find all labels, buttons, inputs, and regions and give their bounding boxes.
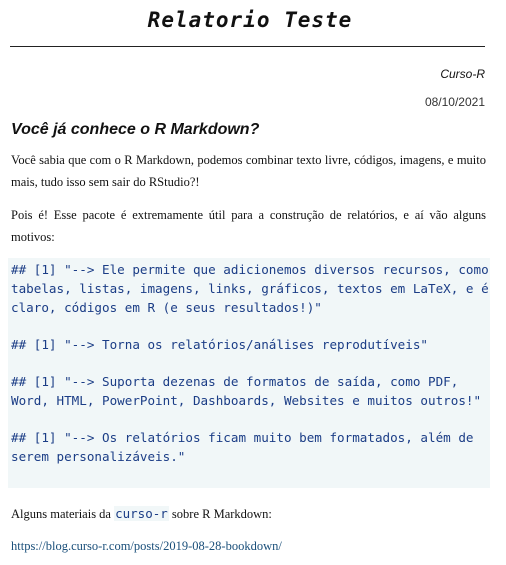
- bookdown-link[interactable]: https://blog.curso-r.com/posts/2019-08-28-bookdown/: [11, 539, 282, 553]
- materials-prefix: Alguns materiais da: [11, 507, 115, 521]
- inline-code-curso-r: curso-r: [115, 506, 168, 521]
- code-output-line: ## [1] "--> Ele permite que adicionemos diversos recursos, como tabelas, listas, imagens, links, gráficos, textos em LaTeX, e é claro, códigos em R (e seus resultados!)": [11, 262, 497, 315]
- intro-paragraph: Você sabia que com o R Markdown, podemos combinar texto livre, códigos, imagens, e muito mais, tudo isso sem sair do RStudio?!: [11, 153, 486, 189]
- code-output-block: [8, 258, 497, 488]
- section-heading: Você já conhece o R Markdown?: [11, 121, 260, 138]
- document-author: Curso-R: [440, 67, 485, 81]
- materials-paragraph: [11, 503, 486, 525]
- title-divider: [10, 46, 485, 47]
- document-date: 08/10/2021: [424, 95, 485, 109]
- document-title: Relatorio Teste: [147, 8, 353, 32]
- reasons-paragraph: Pois é! Esse pacote é extremamente útil para a construção de relatórios, e aí vão alguns motivos:: [11, 208, 486, 244]
- code-output-line: ## [1] "--> Os relatórios ficam muito bem formatados, além de serem personalizáveis.": [11, 430, 482, 464]
- code-output-line: ## [1] "--> Suporta dezenas de formatos de saída, como PDF, Word, HTML, PowerPoint, Dashboards, Websites e muitos outros!": [11, 374, 482, 408]
- code-output-line: ## [1] "--> Torna os relatórios/análises reprodutíveis": [11, 337, 429, 352]
- materials-suffix: sobre R Markdown:: [168, 507, 272, 521]
